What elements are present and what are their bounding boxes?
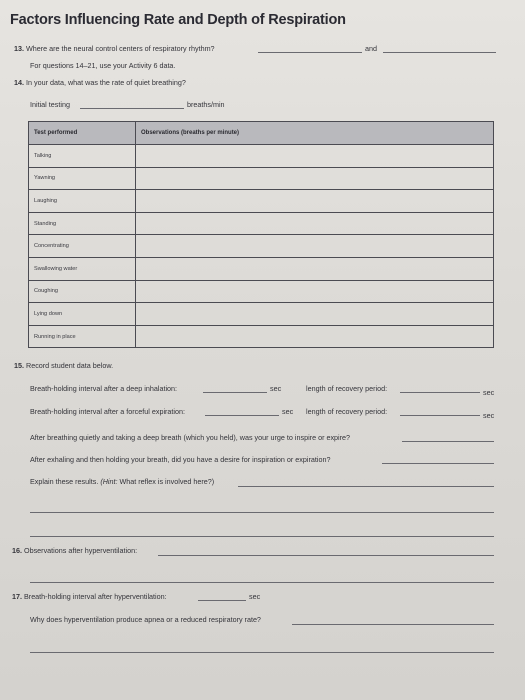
sec-label: sec (483, 411, 495, 420)
answer-line-explain-2[interactable] (30, 512, 494, 513)
test-name: Running in place (29, 325, 136, 348)
answer-line-16[interactable] (158, 555, 494, 556)
hint-text: What reflex is involved here?) (119, 477, 215, 486)
answer-line-explain-3[interactable] (30, 536, 494, 537)
question-number: 14. (14, 78, 24, 87)
question-text: Record student data below. (26, 361, 114, 370)
deep-inhalation-label: Breath-holding interval after a deep inhalation: (30, 384, 178, 393)
test-name: Concentrating (29, 235, 136, 258)
forceful-expiration-label: Breath-holding interval after a forceful expiration: (30, 407, 186, 416)
test-name: Coughing (29, 280, 136, 303)
table-row (29, 325, 494, 348)
observation-cell[interactable] (136, 303, 494, 326)
question-13 (14, 44, 215, 53)
instruction-text: For questions 14–21, use your Activity 6 data. (30, 61, 176, 70)
answer-line-exhale[interactable] (382, 463, 494, 464)
question-number: 17. (12, 592, 22, 601)
table-header-row (29, 122, 494, 145)
question-text: Observations after hyperventilation: (24, 546, 138, 555)
answer-line-initial[interactable] (80, 108, 184, 109)
table-row (29, 280, 494, 303)
table-row (29, 257, 494, 280)
why-question: Why does hyperventilation produce apnea or a reduced respiratory rate? (30, 615, 261, 624)
observation-cell[interactable] (136, 235, 494, 258)
sec-label: sec (483, 388, 495, 397)
initial-testing-label: Initial testing (30, 100, 70, 109)
exhale-question: After exhaling and then holding your breath, did you have a desire for inspiration or expiration? (30, 455, 331, 464)
answer-line-urge[interactable] (402, 441, 494, 442)
sec-label: sec (270, 384, 282, 393)
answer-line-recovery-1[interactable] (400, 392, 480, 393)
table-row (29, 235, 494, 258)
answer-line-16b[interactable] (30, 582, 494, 583)
question-16 (12, 546, 137, 555)
recovery-label: length of recovery period: (306, 384, 388, 393)
test-name: Talking (29, 145, 136, 168)
breaths-unit: breaths/min (187, 100, 225, 109)
question-text: Where are the neural control centers of respiratory rhythm? (26, 44, 215, 53)
table-row (29, 190, 494, 213)
observation-cell[interactable] (136, 257, 494, 280)
question-14 (14, 78, 186, 87)
test-name: Swallowing water (29, 257, 136, 280)
answer-line-why-2[interactable] (30, 652, 494, 653)
recovery-label: length of recovery period: (306, 407, 388, 416)
observation-cell[interactable] (136, 212, 494, 235)
answer-line-recovery-2[interactable] (400, 415, 480, 416)
answer-line-17[interactable] (198, 600, 246, 601)
test-name: Yawning (29, 167, 136, 190)
sec-label: sec (282, 407, 294, 416)
answer-line-13a[interactable] (258, 52, 362, 53)
page-title: Factors Influencing Rate and Depth of Respiration (10, 12, 346, 28)
answer-line-deep[interactable] (203, 392, 267, 393)
table-row (29, 303, 494, 326)
answer-line-why[interactable] (292, 624, 494, 625)
hint-label: (Hint: (100, 477, 118, 486)
observation-cell[interactable] (136, 167, 494, 190)
explain-text: Explain these results. (30, 477, 99, 486)
answer-line-13b[interactable] (383, 52, 496, 53)
question-text: In your data, what was the rate of quiet breathing? (26, 78, 186, 87)
question-text: Breath-holding interval after hyperventilation: (24, 592, 167, 601)
table-row (29, 212, 494, 235)
sec-label: sec (249, 592, 261, 601)
observation-cell[interactable] (136, 280, 494, 303)
question-number: 15. (14, 361, 24, 370)
column-header: Observations (breaths per minute) (136, 122, 494, 145)
observation-cell[interactable] (136, 325, 494, 348)
answer-line-explain[interactable] (238, 486, 494, 487)
test-name: Laughing (29, 190, 136, 213)
observations-table (28, 121, 494, 348)
and-label: and (365, 44, 377, 53)
answer-line-forceful[interactable] (205, 415, 279, 416)
question-17 (12, 592, 167, 601)
observation-cell[interactable] (136, 190, 494, 213)
test-name: Standing (29, 212, 136, 235)
question-number: 16. (12, 546, 22, 555)
question-number: 13. (14, 44, 24, 53)
question-15 (14, 361, 113, 370)
table-row (29, 145, 494, 168)
table-row (29, 167, 494, 190)
column-header: Test performed (29, 122, 136, 145)
urge-question: After breathing quietly and taking a deep breath (which you held), was your urge to inspire or expire? (30, 433, 351, 442)
observation-cell[interactable] (136, 145, 494, 168)
explain-prompt (30, 477, 214, 486)
test-name: Lying down (29, 303, 136, 326)
